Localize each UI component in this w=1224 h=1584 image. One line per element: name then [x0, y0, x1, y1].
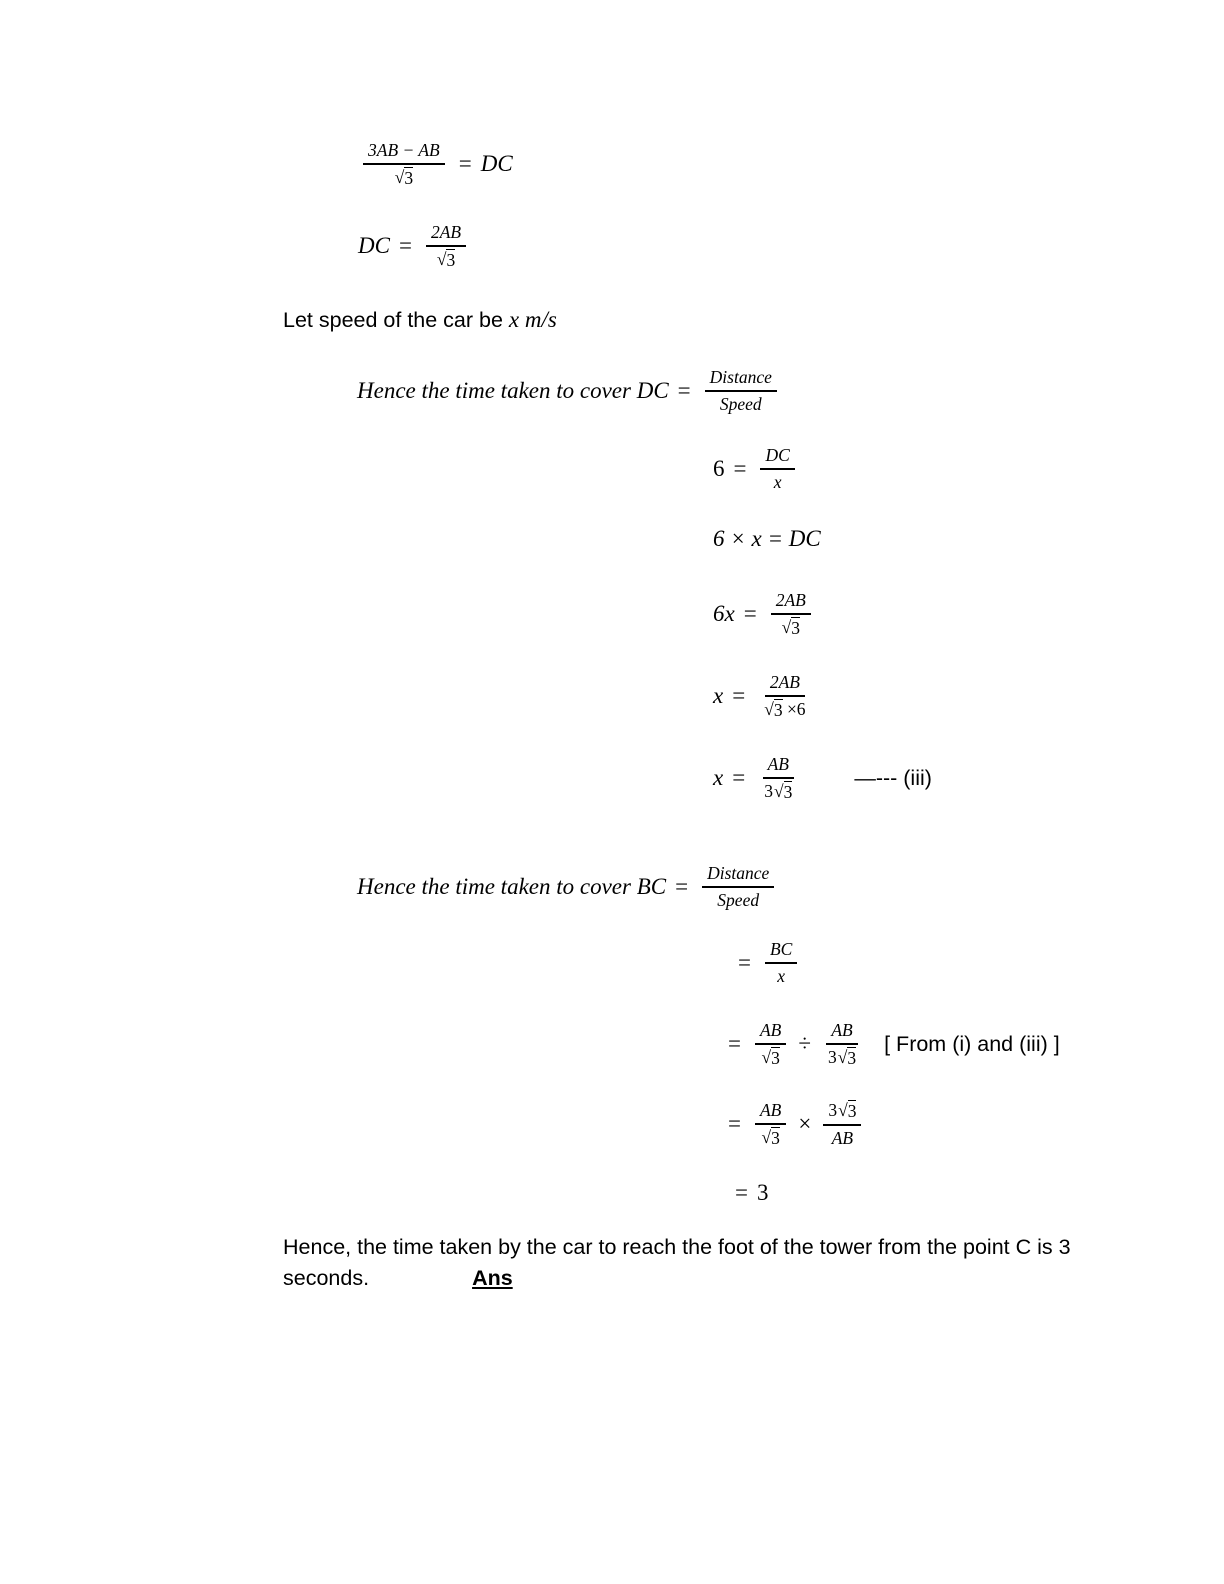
fraction — [771, 590, 811, 638]
equals-sign: = — [743, 601, 757, 626]
equation-expression: 6 × x = DC — [713, 526, 821, 551]
fraction-numerator: Distance — [702, 863, 774, 888]
equation-dc-result — [358, 216, 471, 276]
fraction — [702, 863, 774, 910]
fraction — [759, 672, 810, 720]
square-root — [838, 1047, 856, 1069]
equals-sign: = — [675, 874, 689, 899]
times-sign: × — [798, 1111, 812, 1136]
equals-sign: = — [677, 378, 691, 403]
square-root — [764, 699, 782, 721]
equation-x-first — [713, 666, 816, 726]
fraction-denominator — [757, 1045, 785, 1069]
fraction-numerator: AB — [755, 1020, 786, 1045]
hence-dc-lead: Hence the time taken to cover DC — [357, 378, 669, 403]
fraction — [765, 939, 797, 986]
radical-icon: √ — [436, 248, 447, 269]
divide-sign: ÷ — [798, 1031, 811, 1056]
radical-icon: √ — [761, 1126, 772, 1147]
fraction-denominator — [823, 1045, 861, 1069]
equation-lhs: 6 — [713, 456, 725, 481]
radicand: 3 — [791, 617, 800, 638]
radical-icon: √ — [764, 698, 774, 719]
numerator-coefficient: 3 — [828, 1099, 838, 1120]
radicand: 3 — [771, 1047, 780, 1068]
denominator-suffix: ×6 — [782, 698, 806, 719]
equals-sign: = — [732, 765, 746, 790]
equals-sign: = — [398, 233, 412, 258]
fraction-denominator — [390, 165, 418, 189]
speed-statement — [283, 307, 557, 333]
equation-rhs: DC — [480, 151, 513, 176]
fraction-numerator: AB — [763, 754, 794, 779]
fraction-denominator — [757, 1125, 785, 1149]
equation-x-final — [713, 748, 932, 808]
equals-sign: = — [735, 1180, 748, 1205]
square-root — [838, 1100, 856, 1122]
fraction-numerator: Distance — [705, 367, 777, 392]
fraction-numerator: 3AB − AB — [363, 140, 445, 165]
radicand: 3 — [404, 167, 414, 188]
answer-label: Ans — [472, 1266, 513, 1290]
result-value: 3 — [756, 1180, 769, 1205]
equals-sign: = — [733, 456, 747, 481]
radicand: 3 — [771, 1127, 780, 1148]
equation-six — [713, 442, 800, 496]
equation-six-x-dc — [713, 522, 821, 556]
equation-final-result — [735, 1176, 768, 1210]
square-root — [762, 1127, 780, 1149]
fraction — [426, 222, 466, 270]
fraction — [755, 1100, 786, 1148]
fraction — [823, 1100, 861, 1148]
conclusion-text: Hence, the time taken by the car to reach the foot of the tower from the point C is 3 seconds. — [283, 1235, 1071, 1290]
equation-lhs: x — [713, 765, 724, 790]
fraction-numerator: 2AB — [765, 672, 805, 697]
equation-lhs: 6x — [713, 601, 735, 626]
fraction-denominator — [759, 779, 797, 803]
fraction-denominator — [759, 697, 810, 721]
equation-dc-derivation — [358, 134, 513, 194]
fraction-denominator: x — [773, 472, 782, 492]
equation-lhs: DC — [358, 233, 390, 258]
denominator-coefficient: 3 — [828, 1046, 837, 1067]
equation-six-x — [713, 584, 816, 644]
radicand: 3 — [446, 249, 456, 270]
radical-icon: √ — [837, 1046, 848, 1067]
from-reference-note: [ From (i) and (iii) ] — [884, 1031, 1060, 1056]
fraction-numerator: 2AB — [771, 590, 811, 615]
equation-reference-iii: —--- (iii) — [854, 765, 932, 790]
fraction-numerator: AB — [755, 1100, 786, 1125]
radical-icon: √ — [838, 1099, 848, 1120]
fraction-numerator: BC — [765, 939, 797, 964]
fraction — [823, 1020, 861, 1068]
equals-sign: = — [728, 1111, 741, 1136]
fraction — [755, 1020, 786, 1068]
radical-icon: √ — [394, 166, 405, 187]
fraction-denominator — [777, 615, 805, 639]
fraction-numerator: AB — [826, 1020, 857, 1045]
hence-bc-lead: Hence the time taken to cover BC — [357, 874, 667, 899]
radical-icon: √ — [773, 780, 784, 801]
equals-sign: = — [728, 1031, 741, 1056]
equation-time-dc — [357, 364, 782, 418]
equation-multiplication-step — [728, 1094, 866, 1154]
speed-statement-math: x m/s — [508, 307, 557, 332]
radical-icon: √ — [781, 616, 792, 637]
square-root — [437, 249, 455, 271]
fraction — [760, 445, 794, 492]
equals-sign: = — [738, 950, 751, 975]
fraction — [759, 754, 797, 802]
fraction-denominator: x — [777, 966, 786, 986]
equals-sign: = — [732, 683, 746, 708]
square-root — [762, 1047, 780, 1069]
radicand: 3 — [847, 1047, 857, 1068]
square-root — [395, 167, 413, 189]
equation-lhs: x — [713, 683, 724, 708]
conclusion-paragraph — [283, 1232, 1083, 1294]
fraction — [363, 140, 445, 188]
speed-statement-text: Let speed of the car be — [283, 308, 509, 332]
fraction-numerator: DC — [760, 445, 794, 470]
radicand: 3 — [847, 1100, 857, 1121]
fraction-numerator — [823, 1100, 861, 1126]
radical-icon: √ — [761, 1046, 772, 1067]
radicand: 3 — [783, 781, 793, 802]
denominator-coefficient: 3 — [764, 780, 773, 801]
fraction-denominator: Speed — [719, 394, 762, 414]
fraction — [705, 367, 777, 414]
fraction-denominator: AB — [831, 1127, 854, 1148]
square-root — [782, 617, 800, 639]
equation-time-bc — [357, 860, 779, 914]
fraction-denominator: Speed — [717, 890, 760, 910]
equation-division-step — [728, 1014, 1060, 1074]
equals-sign: = — [458, 151, 472, 176]
equation-bc-over-x — [738, 936, 802, 990]
fraction-numerator: 2AB — [426, 222, 466, 247]
square-root — [774, 781, 792, 803]
fraction-denominator — [432, 247, 460, 271]
radicand: 3 — [773, 699, 783, 720]
